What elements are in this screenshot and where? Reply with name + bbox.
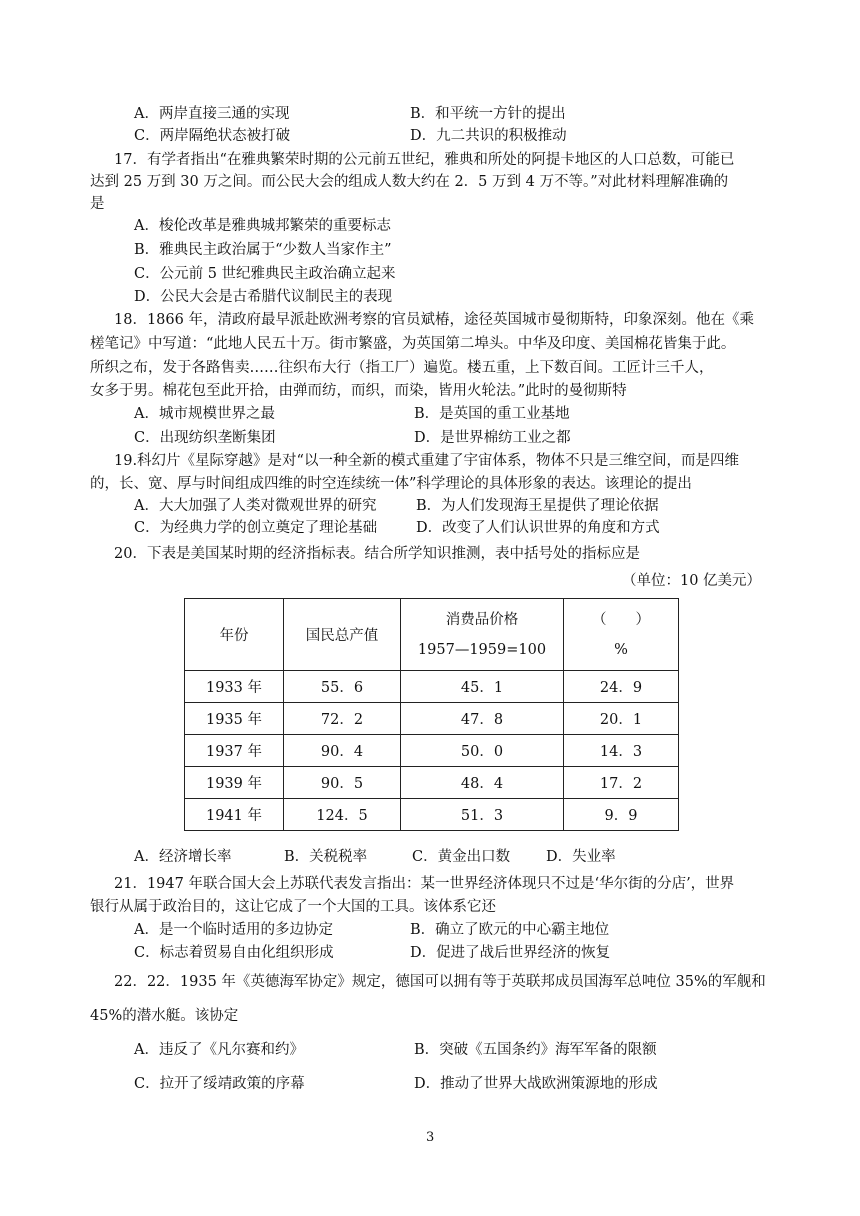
q17-option-d[interactable]: D．公民大会是古希腊代议制民主的表现 (134, 289, 393, 305)
cell-cpi: 51．3 (401, 799, 564, 831)
q20-option-c[interactable]: C．黄金出口数 (412, 849, 511, 865)
q16-option-a[interactable]: A．两岸直接三通的实现 (134, 106, 290, 122)
q17-text-line: 是 (90, 196, 105, 212)
q19-text-line: 的，长、宽、厚与时间组成四维的时空连续统一体”科学理论的具体形象的表达。该理论的提出 (90, 476, 692, 492)
q16-option-d[interactable]: D．九二共识的积极推动 (410, 128, 567, 144)
q22-text-line: 22．22．1935 年《英德海军协定》规定，德国可以拥有等于英联邦成员国海军总吨位 35%的军舰和 (114, 974, 766, 990)
cell-year: 1937 年 (185, 735, 284, 767)
q18-option-c[interactable]: C．出现纺织垄断集团 (134, 430, 276, 446)
cell-cpi: 48．4 (401, 767, 564, 799)
table-unit-note: （单位：10 亿美元） (622, 573, 762, 589)
q22-text-line: 45%的潜水艇。该协定 (90, 1008, 239, 1024)
q20-option-d[interactable]: D．失业率 (546, 849, 616, 865)
q19-option-b[interactable]: B．为人们发现海王星提供了理论依据 (416, 498, 659, 514)
q19-option-d[interactable]: D．改变了人们认识世界的角度和方式 (416, 520, 660, 536)
q20-option-b[interactable]: B．关税税率 (284, 849, 368, 865)
header-unknown-unit: % (614, 641, 628, 658)
table-row (185, 767, 679, 799)
cell-gnp: 90．4 (284, 735, 401, 767)
cell-cpi: 47．8 (401, 703, 564, 735)
cell-gnp: 90．5 (284, 767, 401, 799)
q17-option-b[interactable]: B．雅典民主政治属于“少数人当家作主” (134, 242, 392, 258)
cell-year: 1933 年 (185, 671, 284, 703)
header-unknown-blank: （ ） (592, 611, 650, 628)
q18-option-b[interactable]: B．是英国的重工业基地 (414, 406, 570, 422)
cell-year: 1941 年 (185, 799, 284, 831)
cell-unknown: 9．9 (564, 799, 679, 831)
header-cpi-label: 消费品价格 (445, 611, 519, 628)
q19-text-line: 19.科幻片《星际穿越》是对“以一种全新的模式重建了宇宙体系，物体不只是三维空间，而是四维 (114, 453, 739, 469)
q21-option-a[interactable]: A．是一个临时适用的多边协定 (134, 922, 333, 938)
q22-option-c[interactable]: C．拉开了绥靖政策的序幕 (134, 1076, 305, 1092)
q21-text-line: 21．1947 年联合国大会上苏联代表发言指出：某一世界经济体现只不过是‘华尔街的分店’，世界 (114, 876, 735, 892)
cell-cpi: 45．1 (401, 671, 564, 703)
header-cpi-base: 1957—1959=100 (417, 641, 547, 658)
q16-option-c[interactable]: C．两岸隔绝状态被打破 (134, 128, 291, 144)
q18-text-line: 所织之布，发于各路售卖……往织布大行（指工厂）遍览。楼五重，上下数百间。工匠计三千人， (90, 360, 714, 376)
q19-option-a[interactable]: A．大大加强了人类对微观世界的研究 (134, 498, 377, 514)
q18-option-a[interactable]: A．城市规模世界之最 (134, 406, 275, 422)
q17-text-line: 17．有学者指出“在雅典繁荣时期的公元前五世纪，雅典和所处的阿提卡地区的人口总数，可能已 (114, 152, 735, 168)
header-gnp: 国民总产值 (284, 599, 401, 671)
header-year: 年份 (185, 599, 284, 671)
cell-unknown: 20．1 (564, 703, 679, 735)
q22-option-a[interactable]: A．违反了《凡尔赛和约》 (134, 1042, 304, 1058)
table-row (185, 799, 679, 831)
cell-unknown: 14．3 (564, 735, 679, 767)
table-row (185, 671, 679, 703)
q21-option-c[interactable]: C．标志着贸易自由化组织形成 (134, 945, 334, 961)
q21-text-line: 银行从属于政治目的，这让它成了一个大国的工具。该体系它还 (90, 899, 496, 915)
economic-indicator-table (184, 598, 679, 831)
q20-text-line: 20．下表是美国某时期的经济指标表。结合所学知识推测，表中括号处的指标应是 (114, 546, 640, 562)
q21-option-b[interactable]: B．确立了欧元的中心霸主地位 (410, 922, 610, 938)
cell-year: 1935 年 (185, 703, 284, 735)
q21-option-d[interactable]: D．促进了战后世界经济的恢复 (410, 945, 611, 961)
q18-text-line: 槎笔记》中写道：“此地人民五十万。街市繁盛，为英国第二埠头。中华及印度、美国棉花皆集于此。 (90, 336, 736, 352)
cell-gnp: 124．5 (284, 799, 401, 831)
cell-gnp: 72．2 (284, 703, 401, 735)
page-number: 3 (426, 1130, 435, 1145)
cell-unknown: 17．2 (564, 767, 679, 799)
header-unknown (564, 599, 679, 671)
q22-option-d[interactable]: D．推动了世界大战欧洲策源地的形成 (414, 1076, 658, 1092)
cell-gnp: 55．6 (284, 671, 401, 703)
cell-cpi: 50．0 (401, 735, 564, 767)
q17-option-a[interactable]: A．梭伦改革是雅典城邦繁荣的重要标志 (134, 218, 391, 234)
q18-text-line: 女多于男。棉花包至此开拾，由弹而纺，而织，而染，皆用火轮法。”此时的曼彻斯特 (90, 383, 627, 399)
cell-unknown: 24．9 (564, 671, 679, 703)
cell-year: 1939 年 (185, 767, 284, 799)
q17-option-c[interactable]: C．公元前 5 世纪雅典民主政治确立起来 (134, 266, 396, 282)
table-row (185, 703, 679, 735)
header-cpi (401, 599, 564, 671)
q18-text-line: 18．1866 年，清政府最早派赴欧洲考察的官员斌椿，途径英国城市曼彻斯特，印象深刻。他在《乘 (114, 312, 754, 328)
q20-option-a[interactable]: A．经济增长率 (134, 849, 232, 865)
q22-option-b[interactable]: B．突破《五国条约》海军军备的限额 (414, 1042, 657, 1058)
table-row (185, 735, 679, 767)
q19-option-c[interactable]: C．为经典力学的创立奠定了理论基础 (134, 520, 378, 536)
q17-text-line: 达到 25 万到 30 万之间。而公民大会的组成人数大约在 2．5 万到 4 万不等。”对此材料理解准确的 (90, 174, 729, 190)
q16-option-b[interactable]: B．和平统一方针的提出 (410, 106, 566, 122)
q18-option-d[interactable]: D．是世界棉纺工业之都 (414, 430, 571, 446)
